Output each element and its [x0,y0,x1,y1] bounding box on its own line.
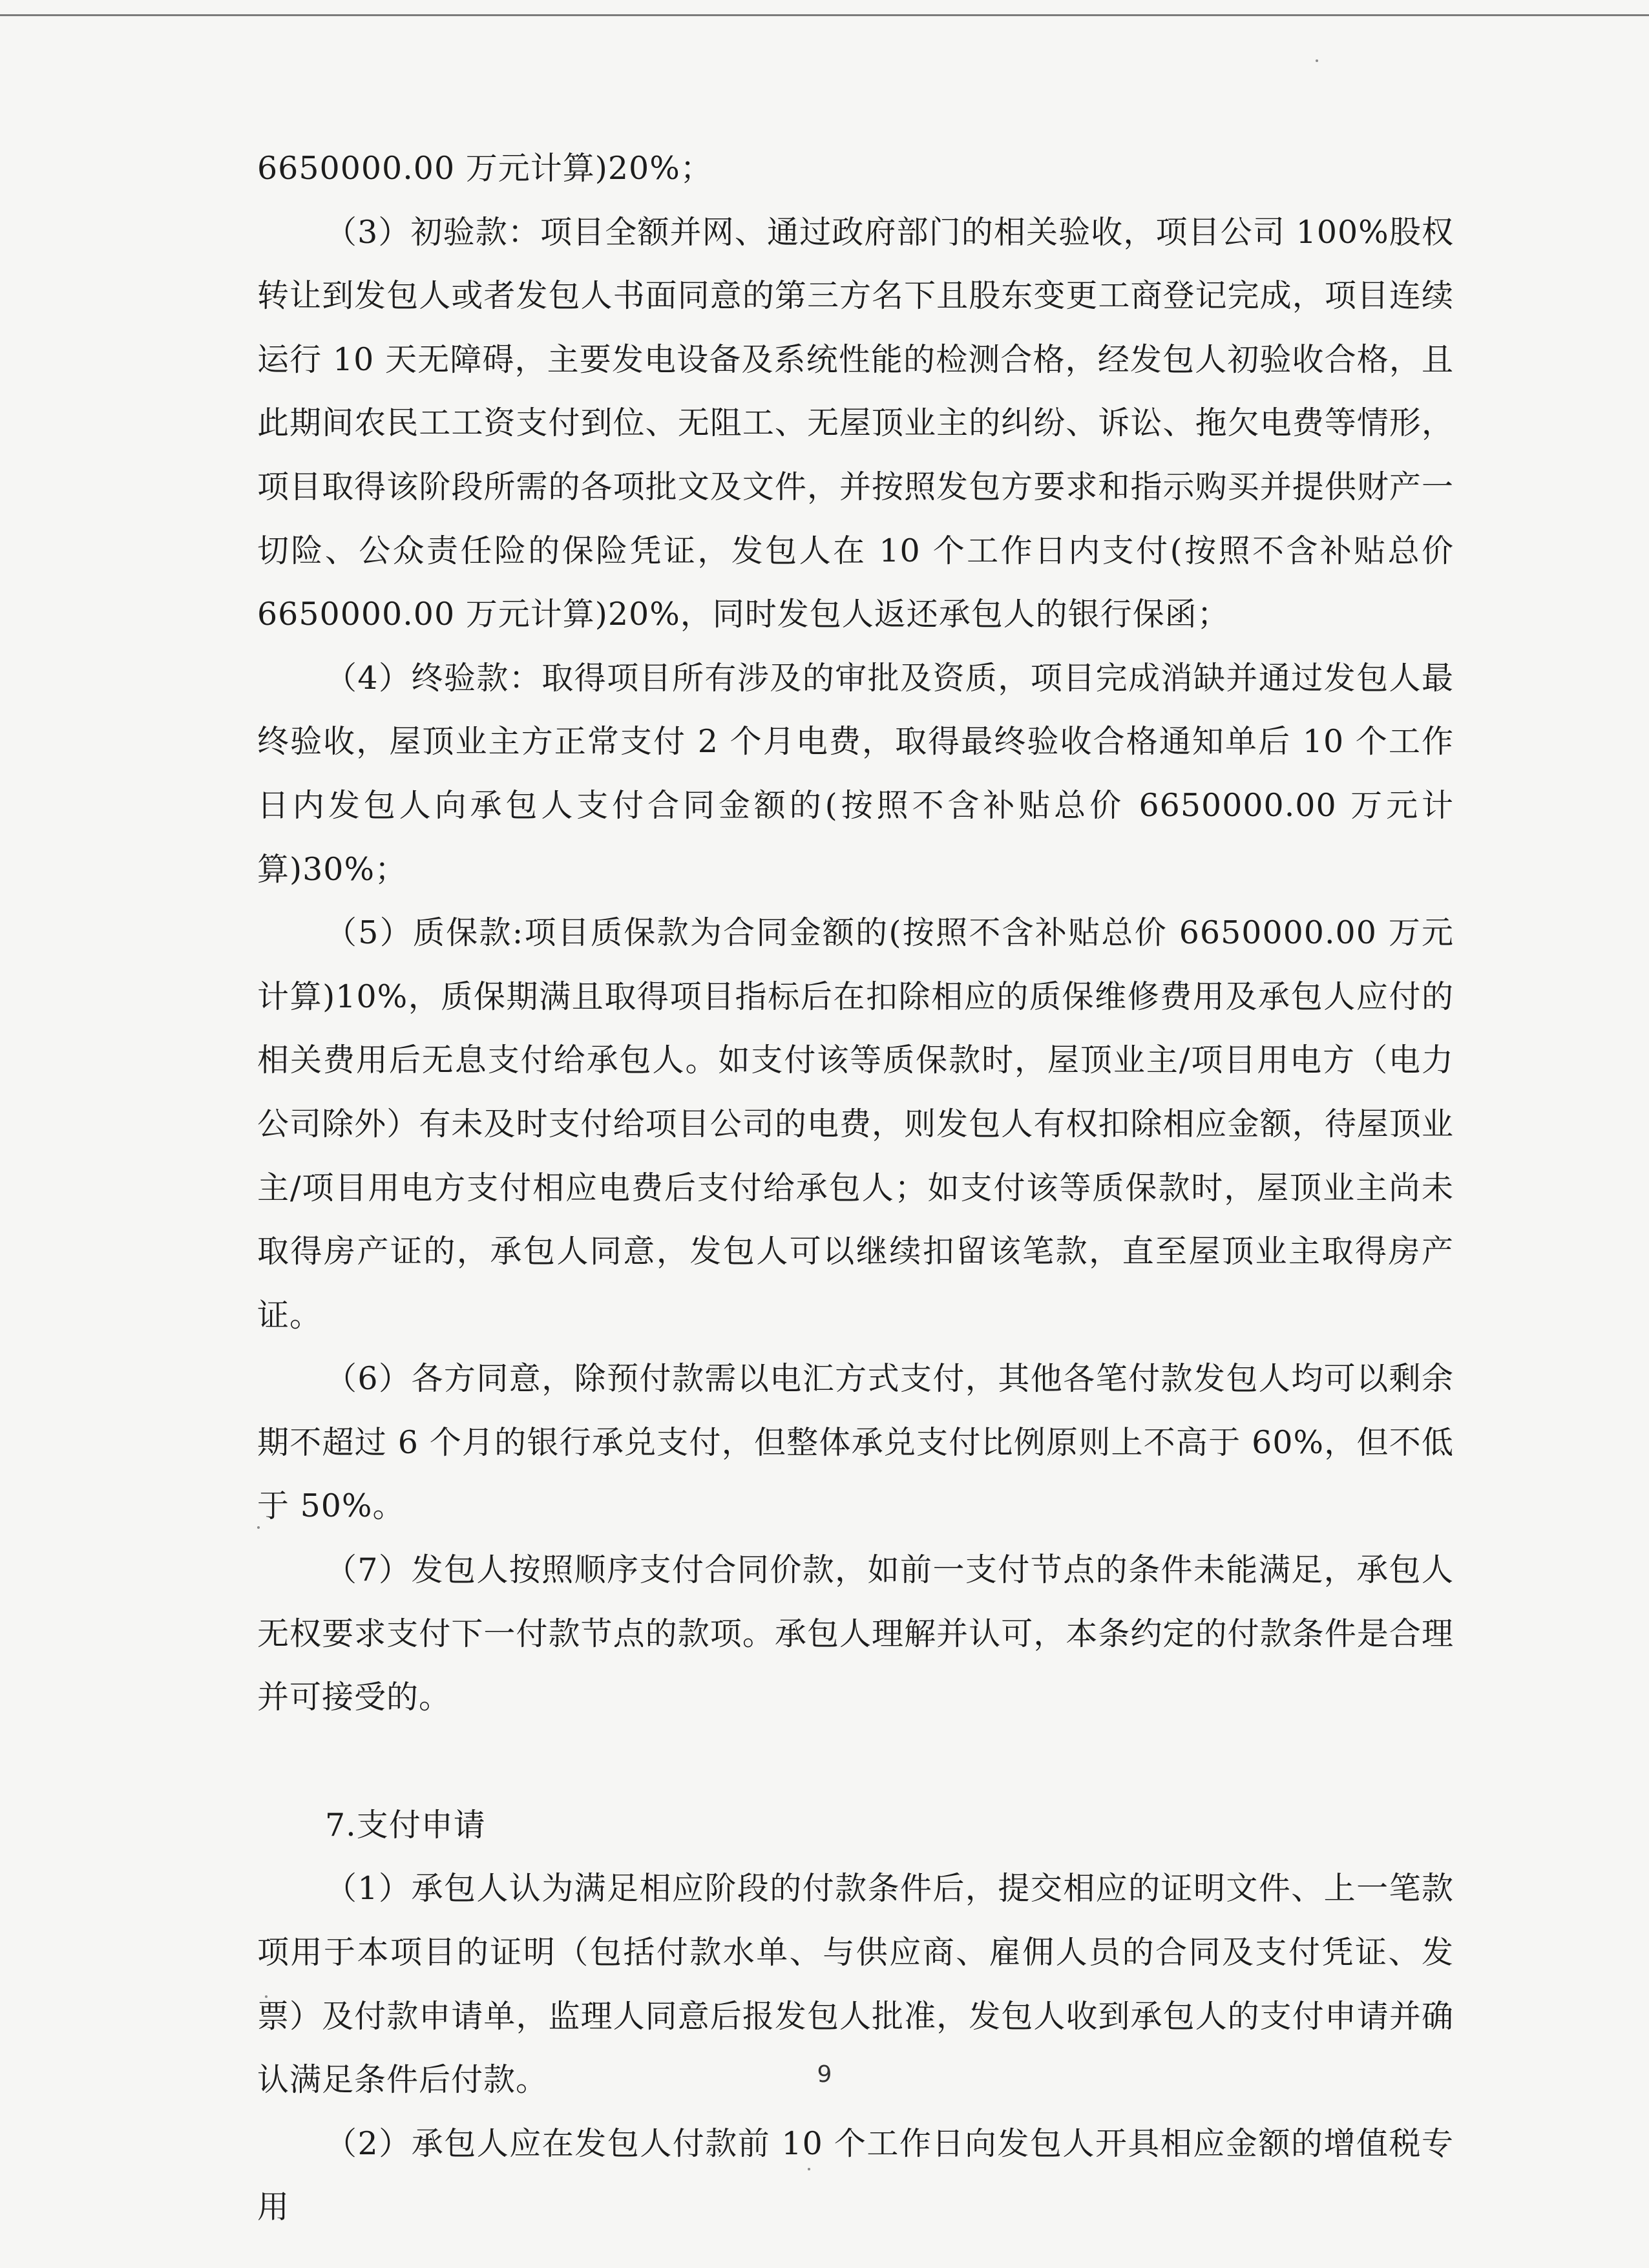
scan-speck [1316,59,1318,62]
scan-speck [257,1526,260,1529]
paragraph-warranty-payment: （5）质保款:项目质保款为合同金额的(按照不含补贴总价 6650000.00 万元计算)10%，质保期满且取得项目指标后在扣除相应的质保维修费用及承包人应付的相关费用后无息支付给承包人。如支付该等质保款时，屋顶业主/项目用电方（电力公司除外）有未及时支付给项目公司的电费，则发包人有权扣除相应金额，待屋顶业主/项目用电方支付相应电费后支付给承包人；如支付该等质保款时，屋顶业主尚未取得房产证的，承包人同意，发包人可以继续扣留该笔款，直至屋顶业主取得房产证。 [257,914,1454,1334]
paragraph-initial-acceptance-payment: （3）初验款：项目全额并网、通过政府部门的相关验收，项目公司 100%股权转让到发包人或者发包人书面同意的第三方名下且股东变更工商登记完成，项目连续运行 10 天无障碍，主要发电设备及系统性能的检测合格，经发包人初验收合格，且此期间农民工工资支付到位、无阻工、无屋顶业主的纠纷、诉讼、拖欠电费等情形，项目取得该阶段所需的各项批文及文件，并按照发包方要求和指示购买并提供财产一切险、公众责任险的保险凭证，发包人在 10 个工作日内支付(按照不含补贴总价 6650000.00 万元计算)20%，同时发包人返还承包人的银行保函； [257,213,1454,633]
paragraph-payment-order: （7）发包人按照顺序支付合同价款，如前一支付节点的条件未能满足，承包人无权要求支付下一付款节点的款项。承包人理解并认可，本条约定的付款条件是合理并可接受的。 [257,1551,1454,1716]
paragraph-payment-method: （6）各方同意，除预付款需以电汇方式支付，其他各笔付款发包人均可以剩余期不超过 6 个月的银行承兑支付，但整体承兑支付比例原则上不高于 60%，但不低于 50%。 [257,1360,1454,1525]
page-number: 9 [817,2061,832,2088]
scan-speck [265,1995,268,1998]
paragraph-continuation: 6650000.00 万元计算)20%； [257,150,713,187]
top-scan-edge-line [0,14,1649,16]
document-body [257,137,1454,2240]
scan-speck [808,2168,810,2170]
paragraph-invoice-requirement: （2）承包人应在发包人付款前 10 个工作日向发包人开具相应金额的增值税专用 [257,2125,1454,2226]
section-heading-payment-application: 7.支付申请 [325,1806,486,1843]
paragraph-application-conditions: （1）承包人认为满足相应阶段的付款条件后，提交相应的证明文件、上一笔款项用于本项目的证明（包括付款水单、与供应商、雇佣人员的合同及支付凭证、发票）及付款申请单，监理人同意后报发包人批准，发包人收到承包人的支付申请并确认满足条件后付款。 [257,1870,1454,2099]
paragraph-final-acceptance-payment: （4）终验款：取得项目所有涉及的审批及资质，项目完成消缺并通过发包人最终验收，屋顶业主方正常支付 2 个月电费，取得最终验收合格通知单后 10 个工作日内发包人向承包人支付合同金额的(按照不含补贴总价 6650000.00 万元计算)30%； [257,659,1454,888]
